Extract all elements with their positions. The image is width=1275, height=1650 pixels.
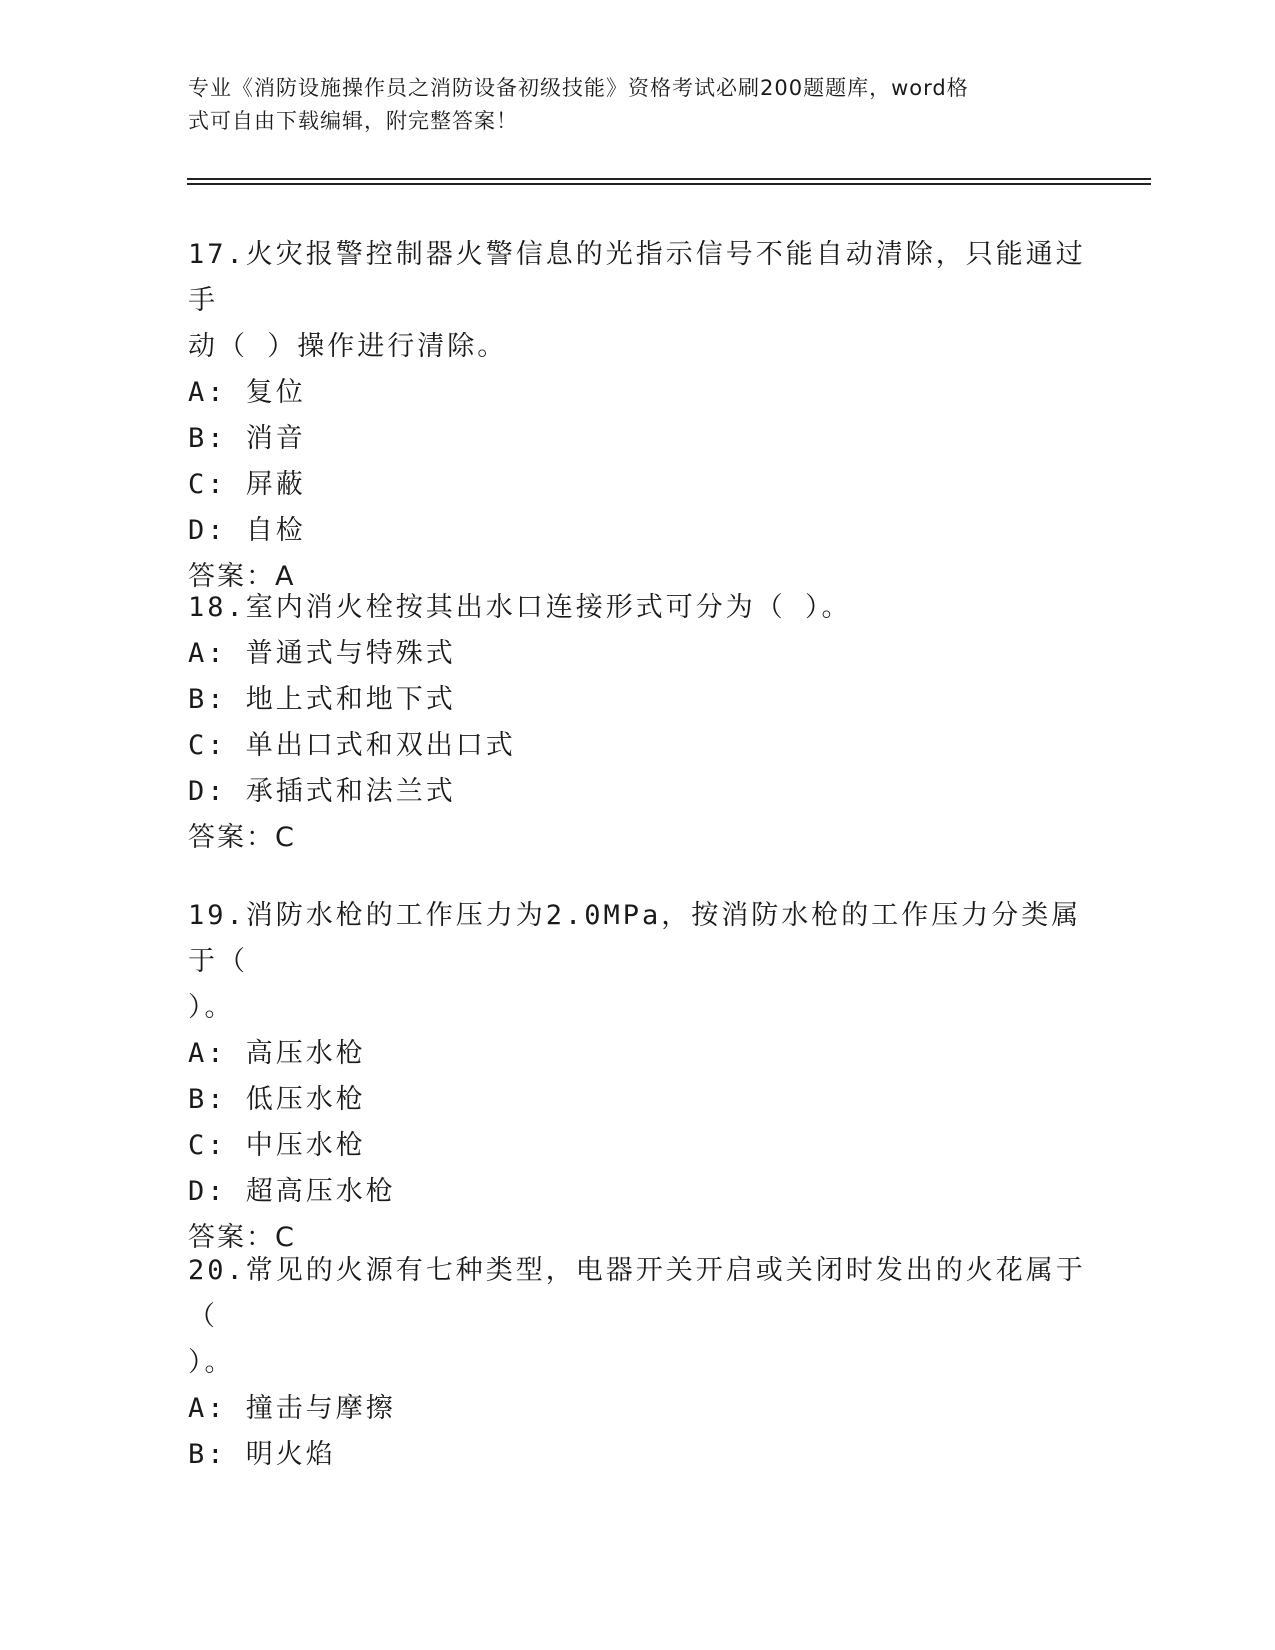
question-18 bbox=[188, 585, 1088, 861]
option-a: A: 高压水枪 bbox=[188, 1038, 366, 1069]
header-line-1: 专业《消防设施操作员之消防设备初级技能》资格考试必刷200题题库，word格 bbox=[188, 76, 969, 100]
question-stem-continued: 动（ ）操作进行清除。 bbox=[188, 331, 508, 362]
option-a: A: 复位 bbox=[188, 377, 306, 408]
answer: 答案：C bbox=[188, 1222, 296, 1253]
option-b: B: 消音 bbox=[188, 423, 306, 454]
option-d: D: 自检 bbox=[188, 515, 306, 546]
option-a: A: 撞击与摩擦 bbox=[188, 1393, 396, 1424]
option-c: C: 屏蔽 bbox=[188, 469, 306, 500]
header-divider-bottom bbox=[187, 183, 1151, 185]
option-d: D: 承插式和法兰式 bbox=[188, 776, 456, 807]
question-stem: 19.消防水枪的工作压力为2.0MPa，按消防水枪的工作压力分类属于（ bbox=[188, 900, 1082, 977]
option-c: C: 单出口式和双出口式 bbox=[188, 730, 516, 761]
question-stem: 18.室内消火栓按其出水口连接形式可分为（ ）。 bbox=[188, 592, 852, 623]
question-19 bbox=[188, 893, 1088, 1261]
answer: 答案：A bbox=[188, 561, 296, 592]
header-line-2: 式可自由下载编辑，附完整答案！ bbox=[188, 109, 518, 133]
option-b: B: 地上式和地下式 bbox=[188, 684, 456, 715]
option-b: B: 低压水枪 bbox=[188, 1084, 366, 1115]
question-20 bbox=[188, 1248, 1088, 1478]
question-17 bbox=[188, 232, 1088, 600]
question-stem-continued: ）。 bbox=[188, 992, 235, 1023]
option-d: D: 超高压水枪 bbox=[188, 1176, 396, 1207]
option-c: C: 中压水枪 bbox=[188, 1130, 366, 1161]
answer: 答案：C bbox=[188, 822, 296, 853]
option-b: B: 明火焰 bbox=[188, 1439, 336, 1470]
header-divider-top bbox=[187, 178, 1151, 180]
question-stem: 20.常见的火源有七种类型，电器开关开启或关闭时发出的火花属于（ bbox=[188, 1255, 1086, 1332]
option-a: A: 普通式与特殊式 bbox=[188, 638, 456, 669]
question-stem-continued: ）。 bbox=[188, 1347, 235, 1378]
question-stem: 17.火灾报警控制器火警信息的光指示信号不能自动清除，只能通过手 bbox=[188, 239, 1086, 316]
document-header bbox=[188, 72, 1068, 138]
